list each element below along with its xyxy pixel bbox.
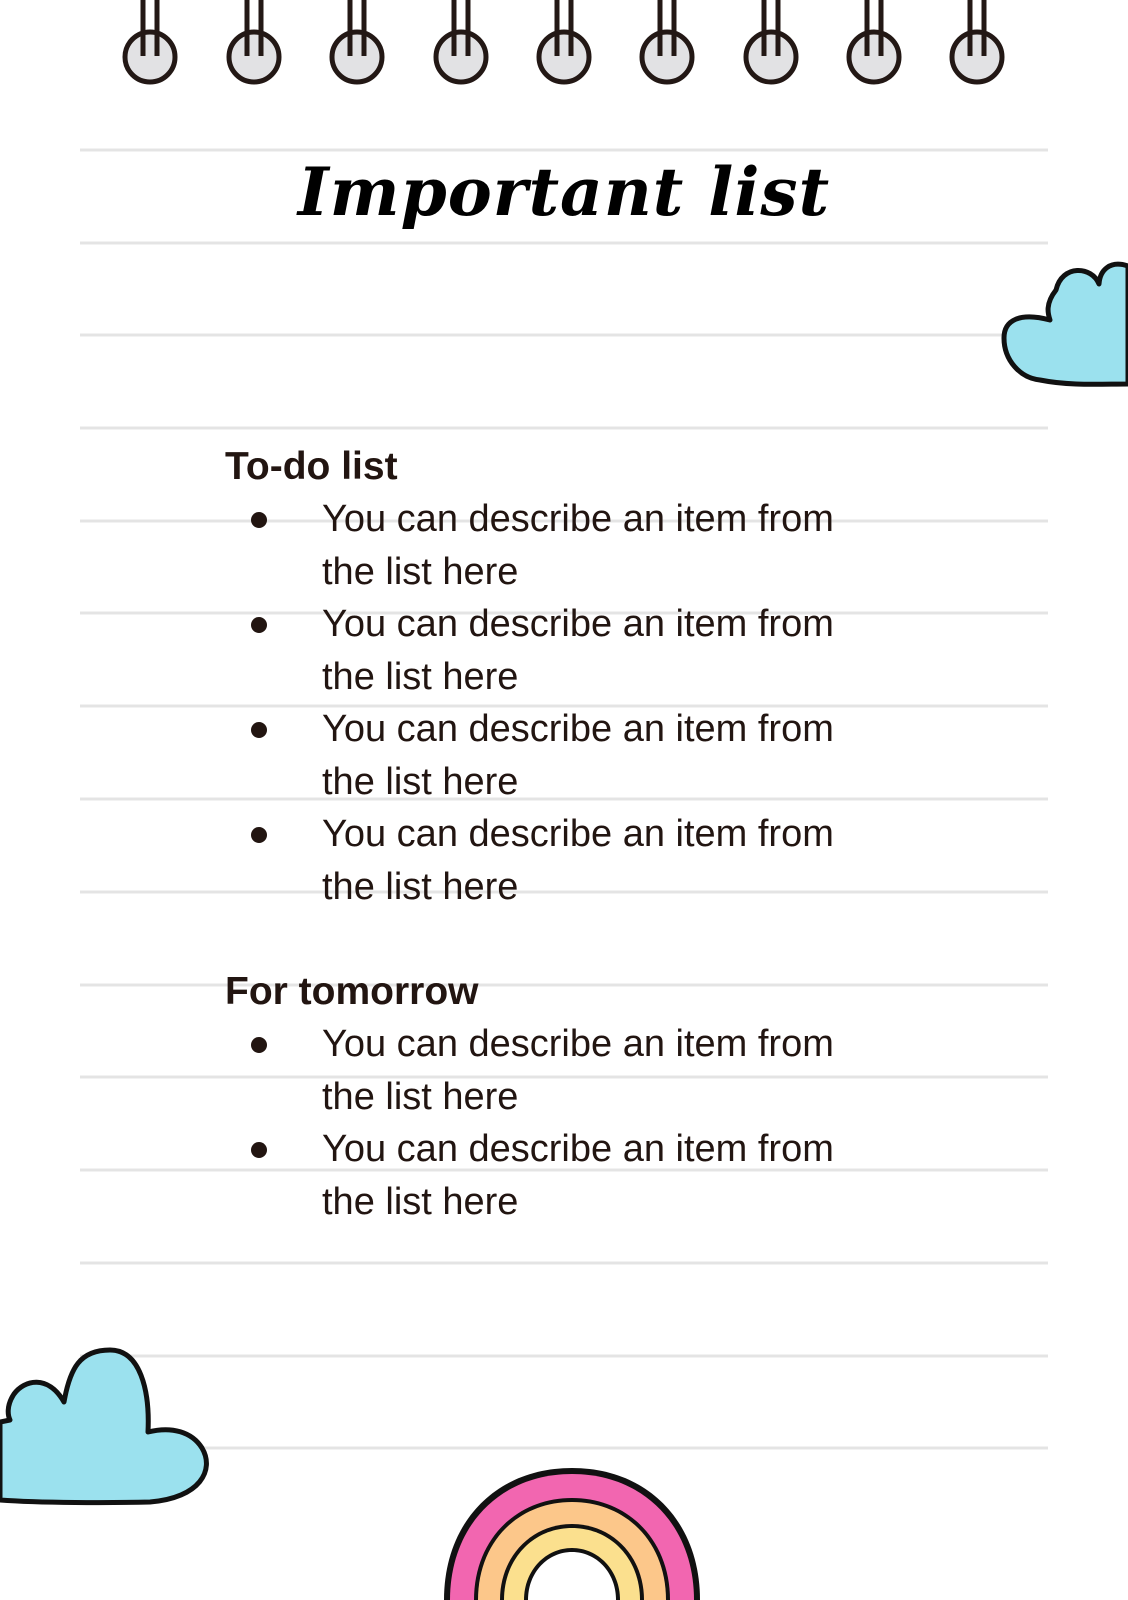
- list-item: [225, 1018, 842, 1123]
- list-item-text: You can describe an item from the list here: [322, 498, 834, 593]
- page-title: Important list: [297, 153, 831, 231]
- section-heading: For tomorrow: [225, 970, 479, 1013]
- list-item: [225, 1123, 842, 1228]
- list-item: [225, 808, 842, 913]
- binding-ring-icon: [332, 0, 382, 82]
- cloud-left-icon: [0, 1340, 215, 1515]
- binding-ring-icon: [539, 0, 589, 82]
- list-item-text: You can describe an item from the list here: [322, 1023, 834, 1118]
- binding-ring-icon: [746, 0, 796, 82]
- binding-ring-icon: [229, 0, 279, 82]
- rainbow-icon: [436, 1462, 708, 1600]
- list-item-text: You can describe an item from the list here: [322, 1128, 834, 1223]
- bullet-icon: [251, 617, 267, 633]
- list-item-text: You can describe an item from the list here: [322, 813, 834, 908]
- bullet-icon: [251, 1142, 267, 1158]
- binding-ring-icon: [436, 0, 486, 82]
- todo-section: [225, 441, 865, 913]
- spiral-binding: [0, 0, 1128, 100]
- list-item-text: You can describe an item from the list here: [322, 708, 834, 803]
- section-heading: To-do list: [225, 445, 398, 488]
- bullet-icon: [251, 1037, 267, 1053]
- bullet-icon: [251, 722, 267, 738]
- list-item-text: You can describe an item from the list here: [322, 603, 834, 698]
- binding-ring-icon: [642, 0, 692, 82]
- tomorrow-list: [225, 1018, 865, 1228]
- bullet-icon: [251, 512, 267, 528]
- list-item: [225, 598, 842, 703]
- bullet-icon: [251, 827, 267, 843]
- list-item: [225, 703, 842, 808]
- binding-ring-icon: [849, 0, 899, 82]
- cloud-right-icon: [1000, 240, 1128, 400]
- binding-ring-icon: [125, 0, 175, 82]
- todo-list: [225, 493, 865, 913]
- binding-ring-icon: [952, 0, 1002, 82]
- list-item: [225, 493, 842, 598]
- tomorrow-section: [225, 966, 865, 1228]
